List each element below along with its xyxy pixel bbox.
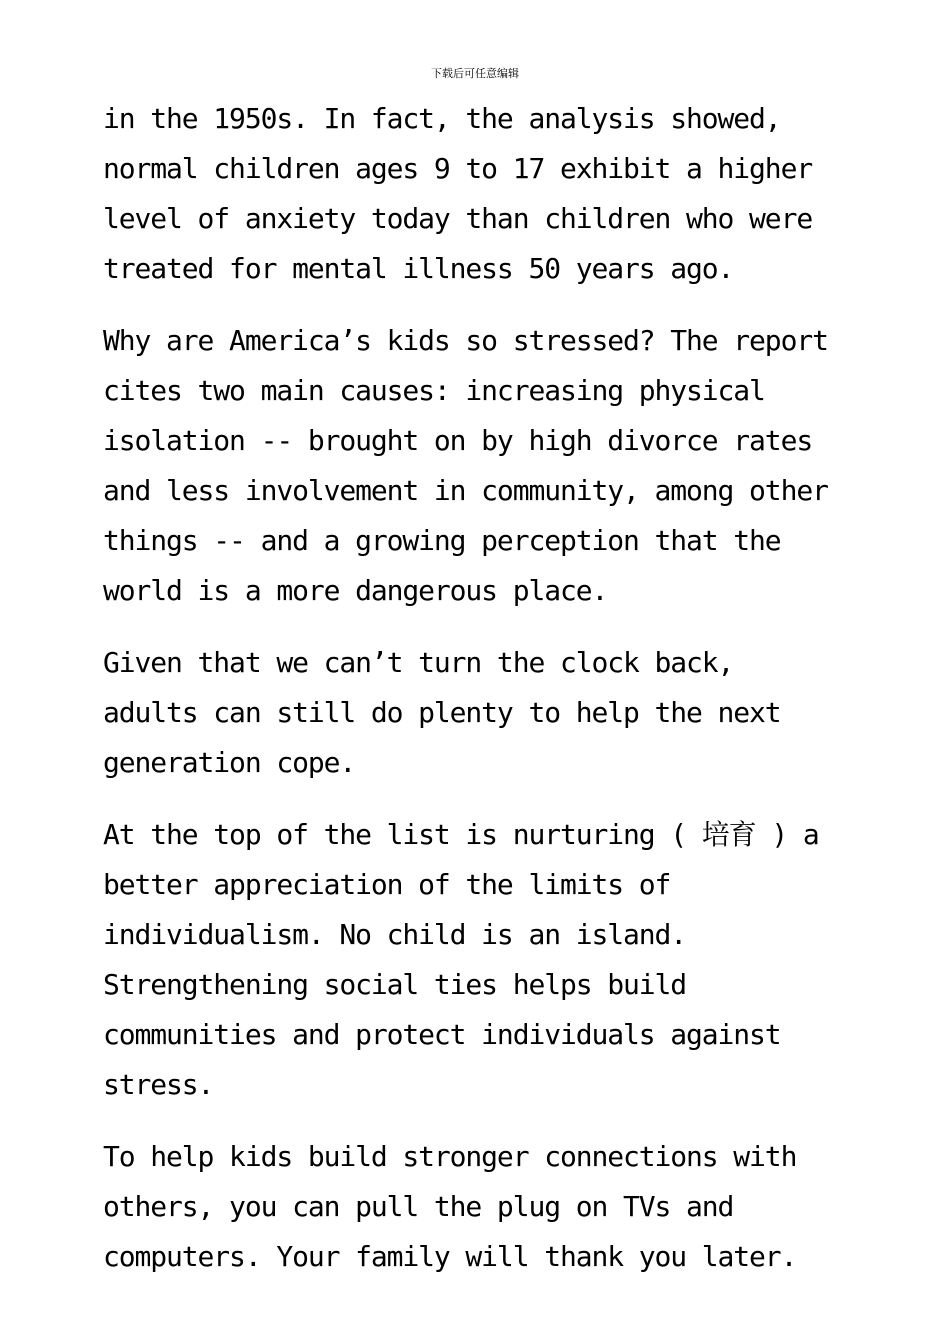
text-line: Strengthening social ties helps build (103, 968, 687, 1001)
text-line: communities and protect individuals against (103, 1018, 781, 1051)
text-line: treated for mental illness 50 years ago. (103, 252, 734, 285)
text-line: At the top of the list is nurturing ( 培育 ) a (103, 818, 819, 851)
page-header-note: 下载后可任意编辑 (431, 67, 519, 80)
text-line: normal children ages 9 to 17 exhibit a higher (103, 152, 813, 185)
text-line: level of anxiety today than children who were (103, 202, 813, 235)
paragraph-5 (103, 1132, 863, 1282)
text-line: others, you can pull the plug on TVs and (103, 1190, 734, 1223)
text-line: individualism. No child is an island. (103, 918, 687, 951)
text-line: and less involvement in community, among other (103, 474, 828, 507)
text-line: To help kids build stronger connections with (103, 1140, 797, 1173)
paragraph-2 (103, 316, 863, 616)
text-line: Given that we can’t turn the clock back, (103, 646, 734, 679)
paragraph-4 (103, 810, 863, 1110)
text-line: in the 1950s. In fact, the analysis showed, (103, 102, 781, 135)
document-body (103, 94, 863, 1304)
text-line: Why are America’s kids so stressed? The report (103, 324, 828, 357)
paragraph-1 (103, 94, 863, 294)
text-line: world is a more dangerous place. (103, 574, 608, 607)
text-line: things -- and a growing perception that the (103, 524, 781, 557)
paragraph-3 (103, 638, 863, 788)
text-line: isolation -- brought on by high divorce rates (103, 424, 813, 457)
text-line: stress. (103, 1068, 214, 1101)
text-line: better appreciation of the limits of (103, 868, 671, 901)
text-line: computers. Your family will thank you later. (103, 1240, 797, 1273)
text-line: adults can still do plenty to help the next (103, 696, 781, 729)
text-line: generation cope. (103, 746, 356, 779)
text-line: cites two main causes: increasing physical (103, 374, 765, 407)
